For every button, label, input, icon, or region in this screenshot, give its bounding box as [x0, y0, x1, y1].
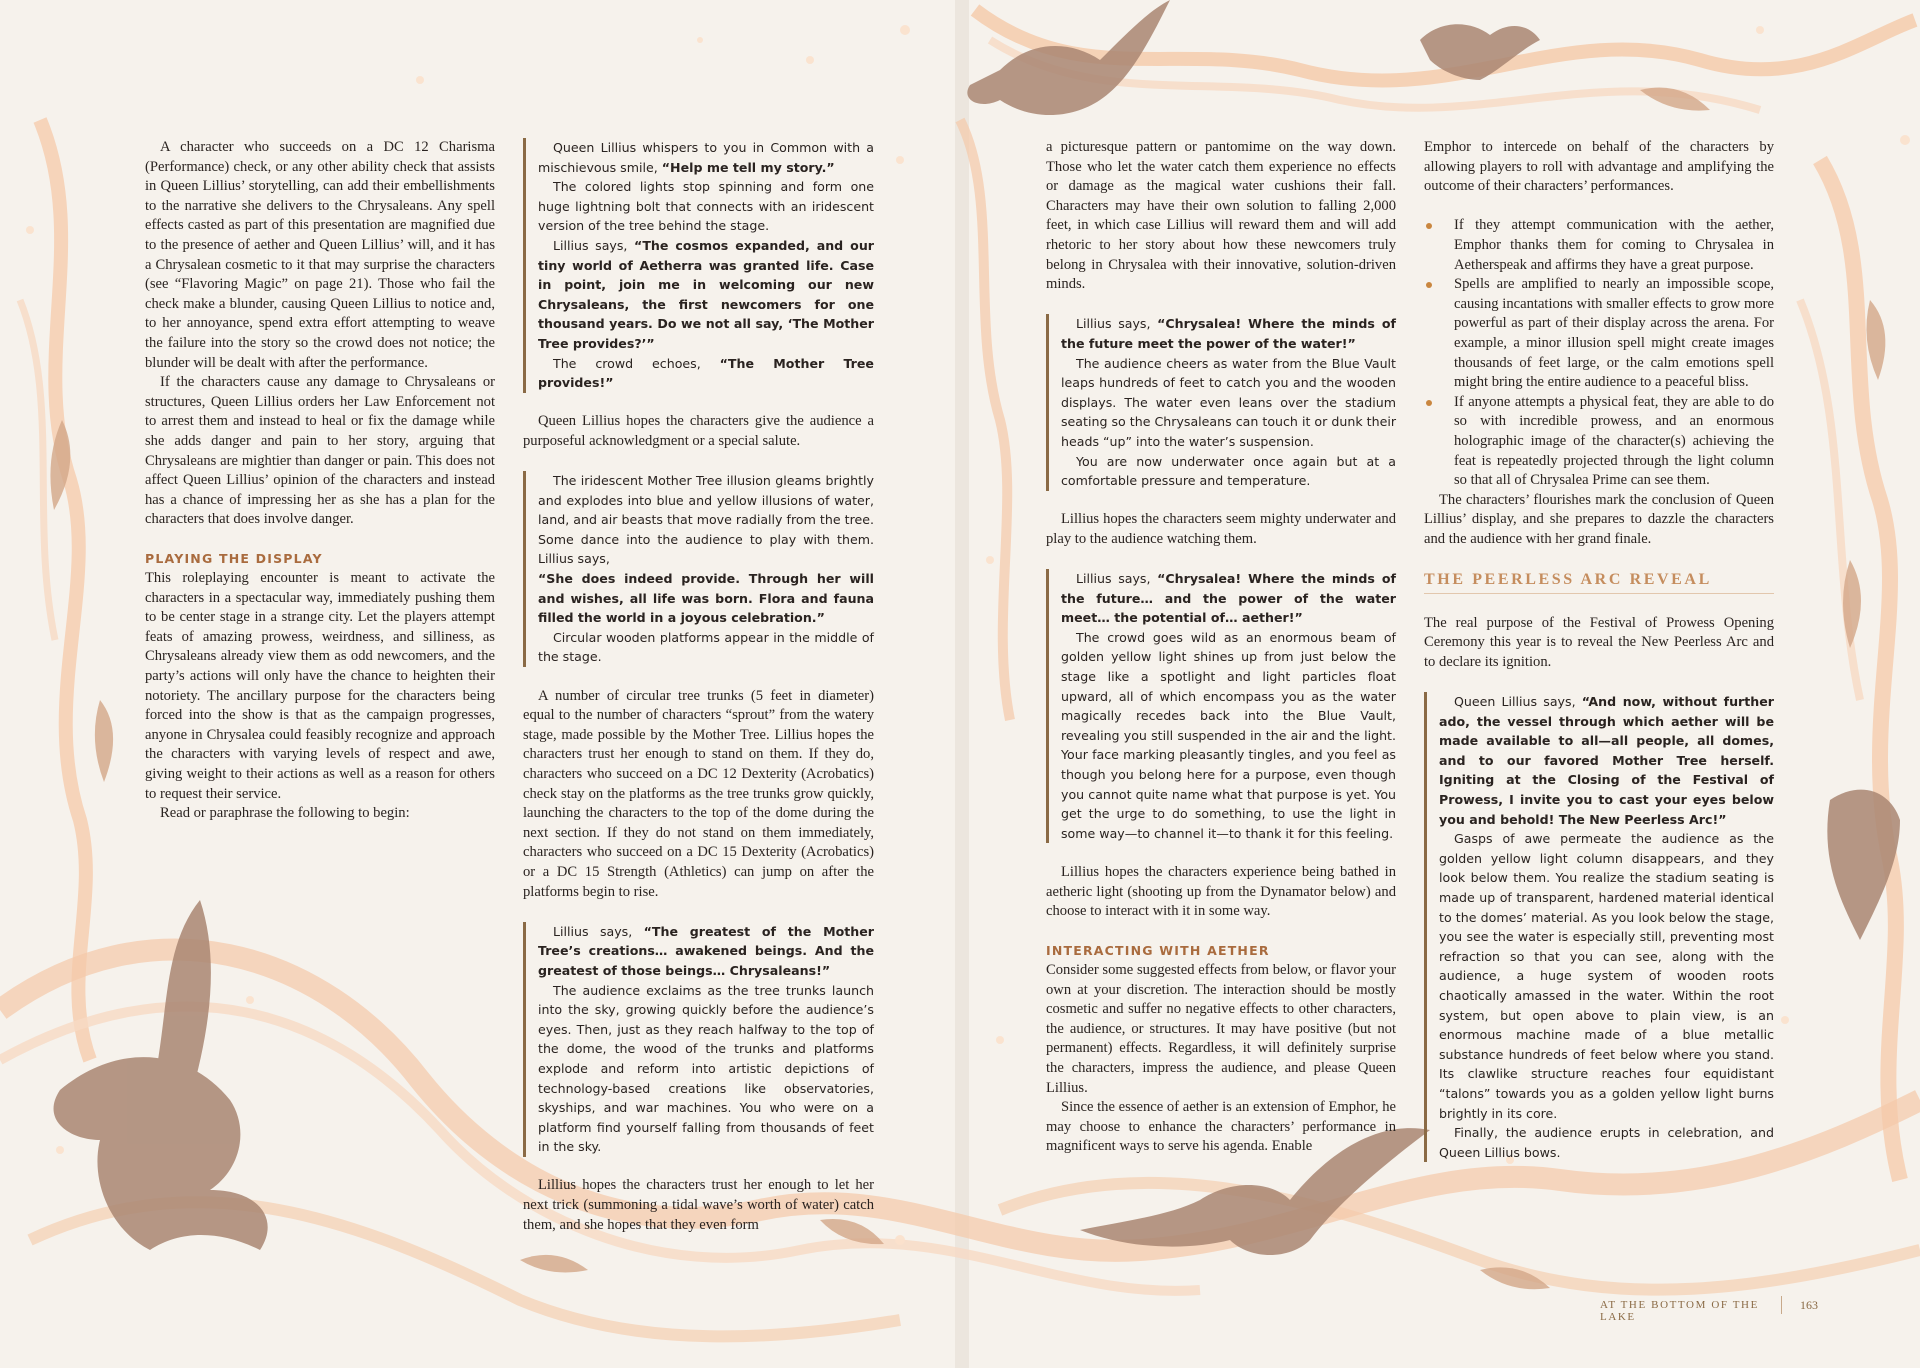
gutter-shadow	[955, 0, 969, 1368]
paragraph: Emphor to intercede on behalf of the characters by allowing players to roll with advantage and amplifying the outcome of their characters’ performances.	[1424, 139, 1774, 195]
read-aloud-box: Lillius says, “Chrysalea! Where the minds of the future… and the power of the water meet… the potential of… aether!” The crowd goes wild as an enormous beam of golden yellow light shines up from just below the stage like a spotlight and light particles float upward, all of which encompass you as the water magically recedes back into the Blue Vault, revealing you still suspended in the air and the light. Your face marking pleasantly tingles, and you feel as though you belong here for a purpose, even though you cannot quite name what that purpose is yet. You get the urge to do something, to use the light in some way—to channel it—to thank it for this feeling.	[1046, 569, 1396, 843]
read-aloud-box: Queen Lillius says, “And now, without further ado, the vessel through which aether will be made available to all—all people, all domes, and to our favored Mother Tree herself. Igniting at the Closing of the Festival of Prowess, I invite you to cast your eyes below you and behold! The New Peerless Arc!” Gasps of awe permeate the audience as the golden yellow light column disappears, and they look below them. You realize the stadium seating is made up of transparent, hardened material identical to the domes’ material. As you look below the stage, you see the water is especially still, preventing most refraction so that you can see, along with the audience, a huge system of wooden roots chaotically amassed in the water. Within the root system, but open above to plain view, is an enormous machine made of a blue metallic substance hundreds of feet below where you stand. Its clawlike structure reaches four equidistant “talons” towards you as a golden yellow light burns brightly in its core. Finally, the audience erupts in celebration, and Queen Lillius bows.	[1424, 692, 1774, 1162]
read-aloud-box: Lillius says, “Chrysalea! Where the minds of the future meet the power of the water!” The audience cheers as water from the Blue Vault leaps hundreds of feet to catch you and the wooden displays. The water even leans over the stadium seating so the Chrysaleans can touch it or dunk their heads “up” into the water’s suspension. You are now underwater once again but at a comfortable pressure and temperature.	[1046, 314, 1396, 490]
column-4	[1424, 138, 1774, 1162]
heading-playing-the-display: PLAYING THE DISPLAY	[145, 551, 323, 567]
column-1	[145, 138, 495, 824]
paragraph: A character who succeeds on a DC 12 Charisma (Performance) check, or any other ability check that assists in Queen Lillius’ storytelling, can add their embellishments to the narrative she delivers to the Chrysaleans. Any spell effects casted as part of this presentation are magnified due to the presence of aether and Queen Lillius’ will, and it has a Chrysalean cosmetic to it that may surprise the characters (see “Flavoring Magic” on page 21). Those who fail the check make a blunder, causing Queen Lillius to notice and, to her annoyance, spend extra effort attempting to weave the failure into the story so the crowd does not notice; the blunder will be dealt with after the performance.	[145, 139, 495, 371]
paragraph: Consider some suggested effects from below, or flavor your own at your discretion. The interaction should be mostly cosmetic and suffer no negative effects to other characters, the audience, or structures. It may have positive (but not permanent) effects. Regardless, it will definitely surprise the characters, impress the audience, and please Queen Lillius.	[1046, 961, 1396, 1096]
read-aloud-box: The iridescent Mother Tree illusion gleams brightly and explodes into blue and yellow illusions of water, land, and air beasts that move radially from the tree. Some dance into the audience to play with them. Lillius says, “She does indeed provide. Through her will and wishes, all life was born. Flora and fauna filled the world in a joyous celebration.” Circular wooden platforms appear in the middle of the stage.	[523, 471, 874, 667]
paragraph: Lillius hopes the characters seem mighty underwater and play to the audience watching them.	[1046, 511, 1396, 547]
bullet-list	[1424, 216, 1774, 490]
paragraph: The characters’ flourishes mark the conclusion of Queen Lillius’ display, and she prepares to dazzle the characters and the audience with her grand finale.	[1424, 491, 1774, 547]
read-aloud-box: Lillius says, “The greatest of the Mother Tree’s creations… awakened beings. And the greatest of those beings… Chrysaleans!” The audience exclaims as the tree trunks launch into the sky, growing quickly before the audience’s eyes. Then, just as they reach halfway to the top of the dome, the wood of the trunks and platforms explode and reform into artistic depictions of technology-based creations like observatories, skyships, and war machines. You who were on a platform find yourself falling from thousands of feet in the sky.	[523, 922, 874, 1157]
paragraph: Queen Lillius hopes the characters give the audience a purposeful acknowledgment or a special salute.	[523, 413, 874, 449]
paragraph: Lillius hopes the characters experience being bathed in aetheric light (shooting up from the Dynamator below) and choose to interact with it in some way.	[1046, 863, 1396, 920]
heading-the-peerless-arc-reveal: THE PEERLESS ARC REVEAL	[1424, 569, 1774, 594]
paragraph: This roleplaying encounter is meant to activate the characters in a spectacular way, immediately pushing them to be center stage in a strange city. Let the players attempt feats of amazing prowess, weirdness, and silliness, as Chrysaleans already view them as odd newcomers, and the party’s actions will only have the chance to heighten their notoriety. The ancillary purpose for the characters being forced into the show is that as the campaign progresses, anyone in Chrysalea could feasibly recognize and approach the characters with varying levels of respect and awe, giving weight to their actions as well as a reason for others to request their service.	[145, 570, 495, 802]
paragraph: Since the essence of aether is an extension of Emphor, he may choose to enhance the characters’ performance in magnificent ways to serve his agenda. Enable	[1046, 1099, 1396, 1155]
list-item: If they attempt communication with the aether, Emphor thanks them for coming to Chrysalea in Aetherspeak and affirms they have a great purpose.	[1424, 216, 1774, 275]
list-item: Spells are amplified to nearly an impossible scope, causing incantations with smaller effects to grow more powerful as part of their display across the arena. For example, a minor illusion spell might create images thousands of feet large, or the calm emotions spell might bring the entire audience to a peaceful bliss.	[1424, 275, 1774, 393]
page-number: 163	[1800, 1298, 1818, 1312]
paragraph: Lillius hopes the characters trust her enough to let her next trick (summoning a tidal wave’s worth of water) catch them, and she hopes that they even form	[523, 1177, 874, 1233]
column-3	[1046, 138, 1396, 1157]
footer-divider	[1781, 1296, 1782, 1314]
paragraph: A number of circular tree trunks (5 feet in diameter) equal to the number of characters “sprout” from the watery stage, made possible by the Mother Tree. Lillius hopes the characters trust her enough to stand on them. If they do, characters who succeed on a DC 12 Dexterity (Acrobatics) check stay on the platforms as the tree trunks grow quickly, launching the characters to the top of the dome during the next section. If they do not stand on them immediately, characters who succeed on a DC 15 Dexterity (Acrobatics) or a DC 15 Strength (Athletics) can jump on after the platforms begin to rise.	[523, 687, 874, 900]
page-footer	[1600, 1296, 1870, 1323]
column-2	[523, 138, 874, 1235]
paragraph: a picturesque pattern or pantomime on the way down. Those who let the water catch them experience no effects or damage as the magical water cushions their fall. Characters may have their own solution to falling 2,000 feet, in which case Lillius will reward them and will add rhetoric to her story about how these newcomers truly belong in Chrysalea with their innovative, solution-driven minds.	[1046, 139, 1396, 293]
list-item: If anyone attempts a physical feat, they are able to do so with incredible prowess, and an enormous holographic image of the character(s) achieving the feat is repeatedly projected through the light column so that all of Chrysalea Prime can see them.	[1424, 393, 1774, 491]
paragraph: Read or paraphrase the following to begin:	[160, 805, 410, 822]
paragraph: If the characters cause any damage to Chrysaleans or structures, Queen Lillius orders her Law Enforcement not to arrest them and instead to heal or fix the damage while she adds danger and pain to her story, arguing that Chrysaleans are mightier than danger or pain. This does not affect Queen Lillius’ opinion of the characters and instead has a chance of impressing her as she has a plan for the characters that does involve danger.	[145, 374, 495, 528]
paragraph: The real purpose of the Festival of Prowess Opening Ceremony this year is to reveal the New Peerless Arc and to declare its ignition.	[1424, 614, 1774, 670]
heading-interacting-with-aether: INTERACTING WITH AETHER	[1046, 943, 1270, 959]
read-aloud-box: Queen Lillius whispers to you in Common with a mischievous smile, “Help me tell my story.” The colored lights stop spinning and form one huge lightning bolt that connects with an iridescent version of the tree behind the stage. Lillius says, “The cosmos expanded, and our tiny world of Aetherra was granted life. Case in point, join me in welcoming our new Chrysaleans, the first newcomers for one thousand years. Do we not all say, ‘The Mother Tree provides?’” The crowd echoes, “The Mother Tree provides!”	[523, 138, 874, 393]
running-footer-title: AT THE BOTTOM OF THE LAKE	[1600, 1299, 1759, 1323]
